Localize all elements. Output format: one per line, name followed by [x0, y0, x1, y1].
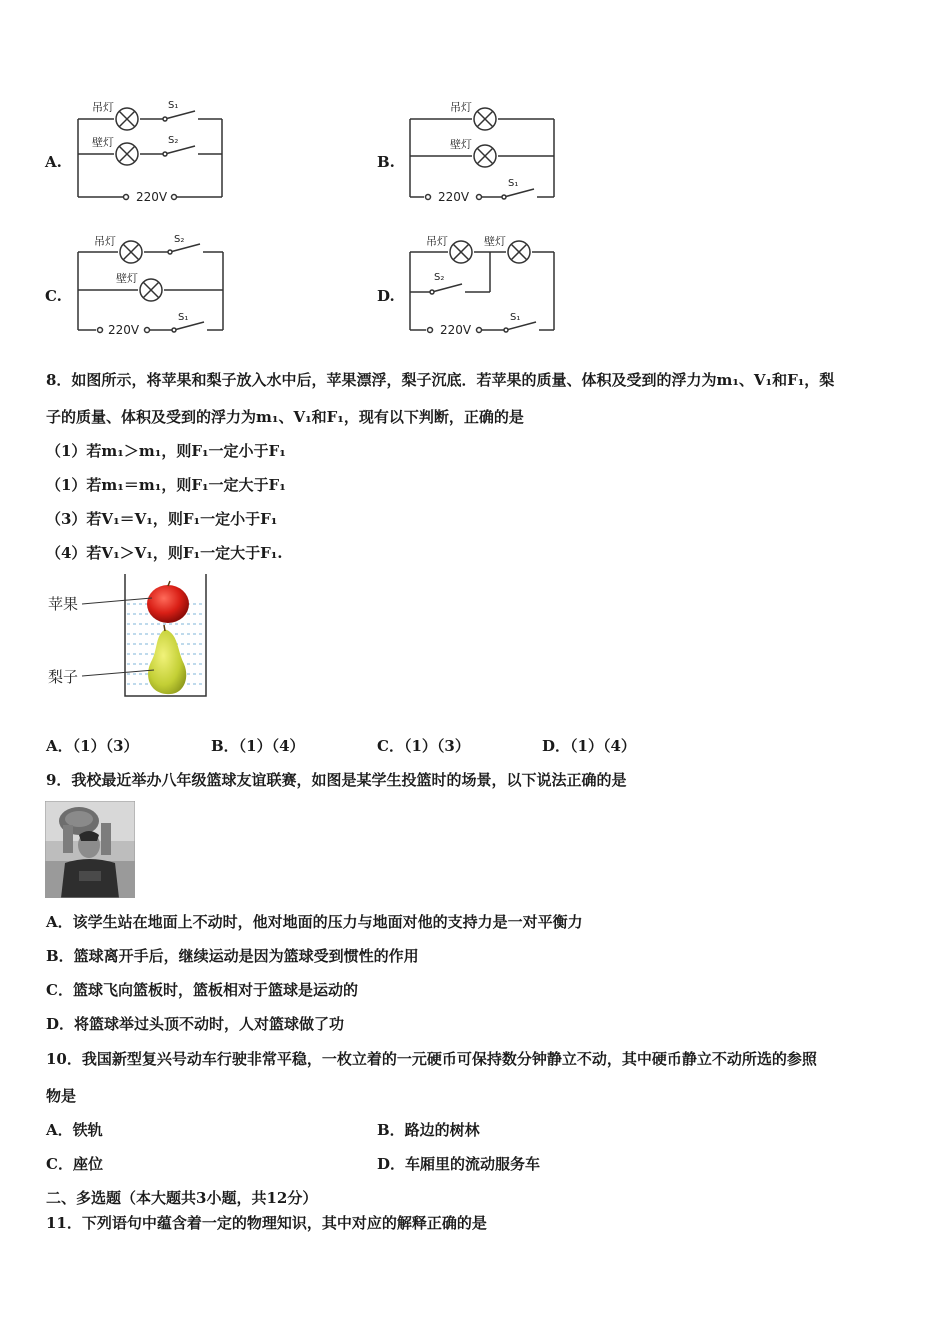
- q8-option-d: D．（1）（4）: [542, 737, 636, 755]
- section-heading: 二、多选题（本大题共3小题，共12分）: [46, 1189, 318, 1207]
- lamp1-label: 吊灯: [94, 235, 116, 248]
- option-b-label: B.: [377, 153, 395, 171]
- apple-label: 苹果: [48, 595, 79, 613]
- q10-option-b: B．路边的树林: [377, 1121, 480, 1139]
- q10-option-c: C．座位: [46, 1155, 103, 1173]
- q8-stem-line2: 子的质量、体积及受到的浮力为m₁、V₁和F₁，现有以下判断，正确的是: [46, 408, 524, 426]
- q9-option-c: C．篮球飞向篮板时，篮板相对于篮球是运动的: [46, 981, 358, 999]
- lamp2-label: 壁灯: [92, 136, 114, 149]
- s1-label: S₁: [178, 312, 189, 323]
- q9-stem: 9．我校最近举办八年级篮球友谊联赛，如图是某学生投篮时的场景，以下说法正确的是: [46, 771, 627, 789]
- q10-option-a: A．铁轨: [46, 1121, 103, 1139]
- lamp1-label: 吊灯: [450, 101, 472, 114]
- lamp-icon: [426, 108, 507, 200]
- apple-icon: [147, 581, 189, 623]
- s1-label: S₁: [508, 178, 519, 189]
- circuit-diagram-a: [70, 95, 235, 210]
- circuit-diagram-d: [402, 230, 567, 345]
- pear-label: 梨子: [48, 668, 79, 686]
- lamp2-label: 壁灯: [116, 272, 138, 285]
- q9-option-d: D．将篮球举过头顶不动时，人对篮球做了功: [46, 1015, 345, 1033]
- q10-stem-line1: 10．我国新型复兴号动车行驶非常平稳，一枚立着的一元硬币可保持数分钟静立不动，其中硬币静立不动所选的参照: [46, 1050, 817, 1068]
- q11-stem: 11．下列语句中蕴含着一定的物理知识，其中对应的解释正确的是: [46, 1214, 487, 1232]
- q8-option-b: B．（1）（4）: [211, 737, 305, 755]
- lamp2-label: 壁灯: [450, 138, 472, 151]
- lamp1-label: 吊灯: [92, 101, 114, 114]
- lamp2-label: 壁灯: [484, 235, 506, 248]
- voltage-label: 220V: [108, 323, 140, 337]
- circuit-diagram-b: [402, 95, 567, 210]
- pear-icon: [148, 625, 186, 694]
- lamp-icon: [98, 241, 177, 333]
- option-c-label: C.: [45, 287, 62, 305]
- voltage-label: 220V: [440, 323, 472, 337]
- voltage-label: 220V: [438, 190, 470, 204]
- s1-label: S₁: [168, 100, 179, 111]
- q8-statement-4: （4）若V₁＞V₁，则F₁一定大于F₁.: [46, 544, 283, 562]
- s2-label: S₂: [168, 135, 179, 146]
- q9-option-b: B．篮球离开手后，继续运动是因为篮球受到惯性的作用: [46, 947, 419, 965]
- basketball-player-photo: [45, 801, 135, 898]
- s2-label: S₂: [434, 272, 445, 283]
- voltage-label: 220V: [136, 190, 168, 204]
- q8-option-c: C．（1）（3）: [377, 737, 470, 755]
- option-a-label: A.: [45, 153, 62, 171]
- lamp1-label: 吊灯: [426, 235, 448, 248]
- q8-statement-3: （3）若V₁＝V₁，则F₁一定小于F₁: [46, 510, 278, 528]
- q10-stem-line2: 物是: [46, 1087, 77, 1105]
- q8-option-a: A．（1）（3）: [46, 737, 139, 755]
- option-d-label: D.: [377, 287, 395, 305]
- apple-pear-figure: [44, 572, 214, 702]
- s2-label: S₂: [174, 234, 185, 245]
- q9-option-a: A．该学生站在地面上不动时，他对地面的压力与地面对他的支持力是一对平衡力: [46, 913, 583, 931]
- q10-option-d: D．车厢里的流动服务车: [377, 1155, 541, 1173]
- q8-stem-line1: 8．如图所示，将苹果和梨子放入水中后，苹果漂浮，梨子沉底．若苹果的质量、体积及受到的浮力为m₁、V₁和F₁，梨: [46, 371, 835, 389]
- q8-statement-1: （1）若m₁＞m₁，则F₁一定小于F₁: [46, 442, 286, 460]
- s1-label: S₁: [510, 312, 521, 323]
- circuit-diagram-c: [70, 230, 235, 345]
- q8-statement-2: （1）若m₁＝m₁，则F₁一定大于F₁: [46, 476, 286, 494]
